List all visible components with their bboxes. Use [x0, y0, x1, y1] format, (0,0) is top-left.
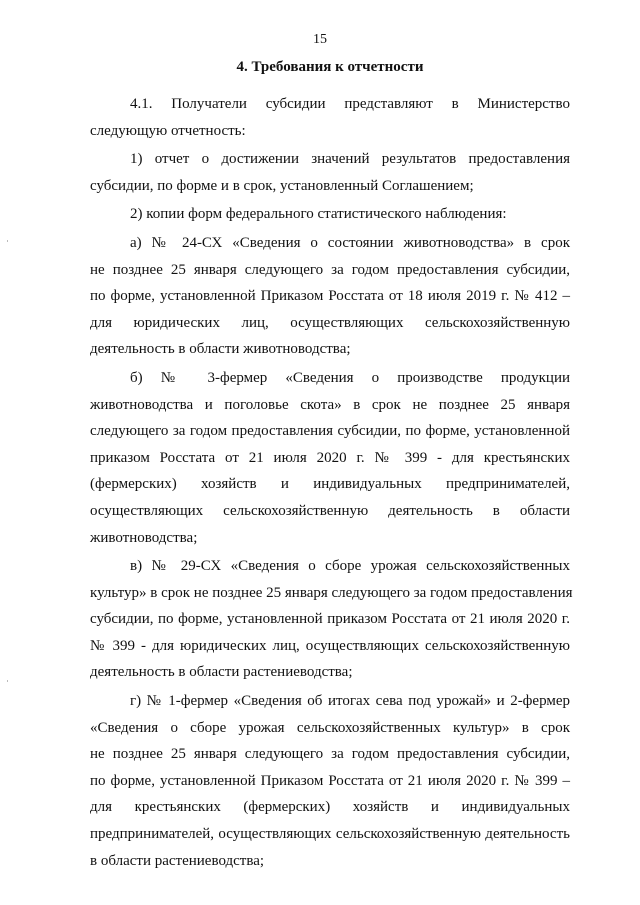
text-line: животноводства;: [90, 529, 198, 546]
text-line: деятельность в области животноводства;: [90, 341, 351, 358]
paragraph: [90, 146, 570, 199]
document-body: [90, 91, 573, 876]
text-line: 4.1. Получатели субсидии представляют в Министерство: [130, 96, 570, 112]
text-line: субсидии, по форме и в срок, установленный Соглашением;: [90, 177, 474, 194]
text-line: субсидии, по форме, установленной приказом Росстата от 21 июля 2020 г.: [90, 611, 570, 628]
text-line: по форме, установленной Приказом Росстата от 18 июля 2019 г. № 412 –: [90, 288, 570, 305]
text-line: не позднее 25 января следующего за годом предоставления субсидии,: [90, 261, 570, 278]
text-line: осуществляющих сельскохозяйственную деятельность в области: [90, 502, 570, 519]
paragraph: [90, 230, 570, 363]
scan-mark: [7, 680, 8, 682]
text-line: а) № 24-СХ «Сведения о состоянии животноводства» в срок: [130, 234, 570, 251]
text-line: животноводства и поголовье скота» в срок не позднее 25 января: [90, 396, 570, 413]
text-line: в области растениеводства;: [90, 852, 265, 869]
text-line: № 399 - для юридических лиц, осуществляющих сельскохозяйственную: [90, 637, 570, 654]
paragraph: [90, 688, 570, 874]
paragraph: [90, 201, 570, 228]
text-line: (фермерских) хозяйств и индивидуальных предпринимателей,: [90, 476, 570, 493]
paragraph: [90, 365, 570, 551]
text-line: для юридических лиц, осуществляющих сельскохозяйственную: [90, 314, 570, 331]
text-line: культур» в срок не позднее 25 января следующего за годом предоставления: [90, 584, 573, 601]
section-title: 4. Требования к отчетности: [236, 59, 424, 75]
text-line: деятельность в области растениеводства;: [90, 664, 353, 681]
scan-mark: [7, 240, 8, 242]
text-line: б) № 3-фермер «Сведения о производстве продукции: [130, 369, 570, 386]
text-line: не позднее 25 января следующего за годом предоставления субсидии,: [90, 746, 570, 763]
text-line: в) № 29-СХ «Сведения о сборе урожая сельскохозяйственных: [130, 558, 570, 575]
text-line: для крестьянских (фермерских) хозяйств и индивидуальных: [90, 799, 570, 816]
text-line: приказом Росстата от 21 июля 2020 г. № 399 - для крестьянских: [90, 449, 570, 466]
text-line: следующего за годом предоставления субсидии, по форме, установленной: [90, 423, 570, 440]
text-line: «Сведения о сборе урожая сельскохозяйственных культур» в срок: [90, 719, 570, 736]
paragraph: [90, 91, 570, 144]
text-line: г) № 1-фермер «Сведения об итогах сева под урожай» и 2-фермер: [130, 693, 570, 710]
text-line: следующую отчетность:: [90, 122, 246, 139]
text-line: предпринимателей, осуществляющих сельскохозяйственную деятельность: [90, 826, 570, 843]
page-number: 15: [313, 32, 327, 47]
text-line: по форме, установленной Приказом Росстата от 21 июля 2020 г. № 399 –: [90, 772, 570, 789]
paragraph: [90, 553, 573, 686]
text-line: 2) копии форм федерального статистического наблюдения:: [130, 206, 507, 223]
text-line: 1) отчет о достижении значений результатов предоставления: [130, 151, 570, 168]
